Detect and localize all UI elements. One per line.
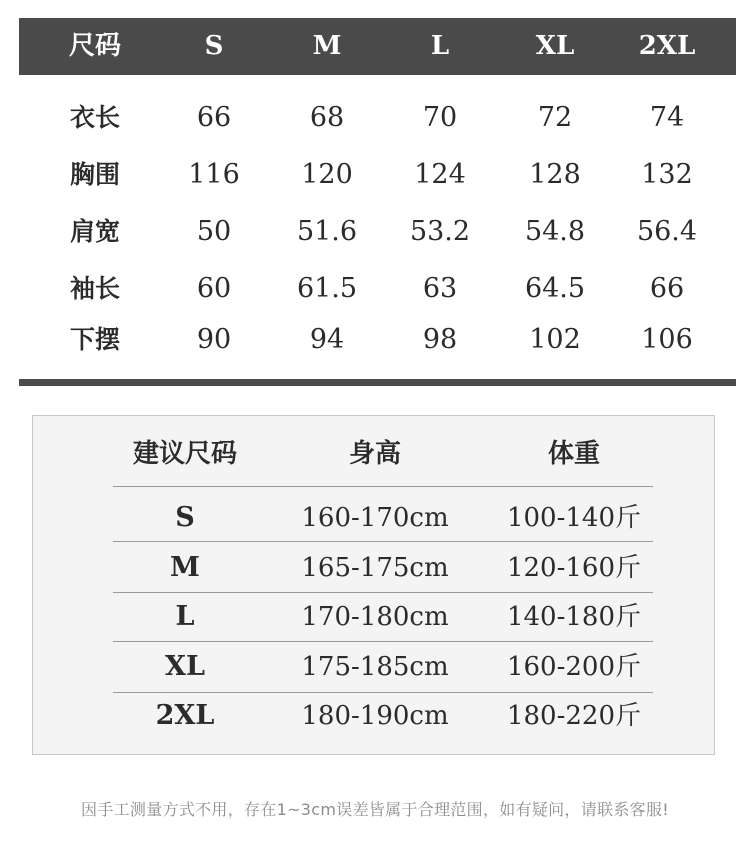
table-row [113,642,653,692]
header-size-m: M [312,31,342,61]
measurement-note: 因手工测量方式不用，存在1~3cm误差皆属于合理范围，如有疑问，请联系客服! [81,800,669,819]
header-size-2xl: 2XL [638,31,696,61]
row-label: 袖长 [69,274,120,303]
rec-weight: 120-160斤 [506,553,642,583]
row-label: 下摆 [69,325,120,354]
cell-value: 64.5 [524,273,586,304]
header-label: 尺码 [68,31,121,61]
rec-weight: 180-220斤 [506,701,642,731]
rec-header-size: 建议尺码 [132,439,237,469]
rec-height: 170-180cm [301,602,449,632]
cell-value: 102 [529,324,581,355]
cell-value: 60 [196,273,232,304]
rec-height: 175-185cm [301,652,449,682]
divider [19,379,736,386]
cell-value: 74 [649,102,685,133]
rec-height: 165-175cm [301,553,449,583]
table-row [113,493,653,543]
cell-value: 63 [422,273,458,304]
rec-header-height: 身高 [348,439,401,469]
cell-value: 66 [196,102,232,133]
divider [113,486,653,487]
table-row [19,269,736,309]
row-label: 衣长 [69,103,120,132]
cell-value: 56.4 [636,216,698,247]
cell-value: 128 [529,159,581,190]
header-size-s: S [204,31,224,61]
cell-value: 61.5 [296,273,358,304]
rec-weight: 100-140斤 [506,503,642,533]
cell-value: 53.2 [409,216,471,247]
rec-height: 160-170cm [301,503,449,533]
cell-value: 124 [414,159,466,190]
table-row [113,543,653,593]
rec-size: M [170,552,200,583]
cell-value: 66 [649,273,685,304]
table-row [19,98,736,138]
cell-value: 106 [641,324,693,355]
header-size-l: L [430,31,450,61]
table-row [113,592,653,642]
table-row [19,320,736,360]
table-row [19,212,736,252]
cell-value: 72 [537,102,573,133]
cell-value: 132 [641,159,693,190]
cell-value: 116 [188,159,240,190]
cell-value: 98 [422,324,458,355]
divider [113,541,653,542]
rec-size: L [175,601,195,632]
cell-value: 70 [422,102,458,133]
cell-value: 68 [309,102,345,133]
size-table [19,18,736,355]
size-recommendation-panel [32,415,715,755]
header-size-xl: XL [535,31,575,61]
size-table-header [19,18,736,75]
row-label: 胸围 [69,160,120,189]
cell-value: 54.8 [524,216,586,247]
cell-value: 90 [196,324,232,355]
cell-value: 120 [301,159,353,190]
cell-value: 51.6 [296,216,358,247]
table-row [113,691,653,741]
rec-size: XL [165,651,205,682]
cell-value: 50 [196,216,232,247]
rec-header-weight: 体重 [547,439,600,469]
rec-size: 2XL [155,700,215,731]
table-row [19,155,736,195]
rec-weight: 160-200斤 [506,652,642,682]
rec-height: 180-190cm [301,701,449,731]
rec-size: S [175,502,195,533]
row-label: 肩宽 [69,217,120,246]
rec-weight: 140-180斤 [506,602,642,632]
cell-value: 94 [309,324,345,355]
